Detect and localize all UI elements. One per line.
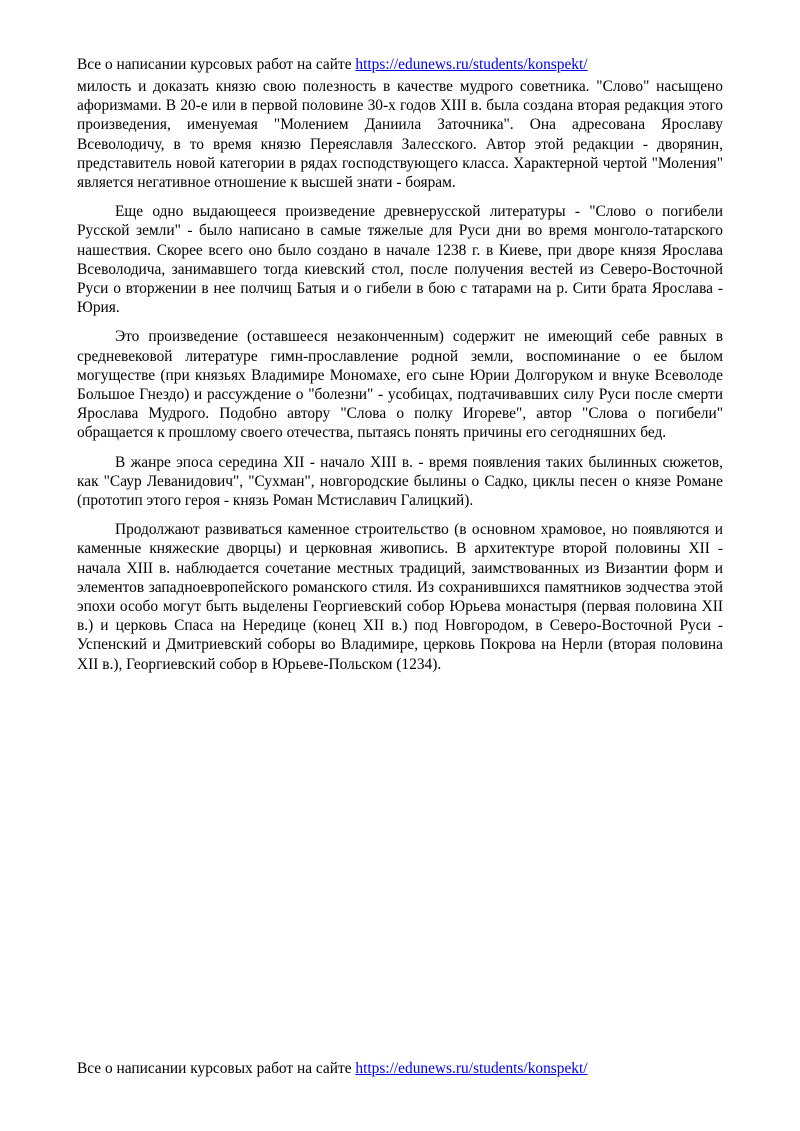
- footer-text: Все о написании курсовых работ на сайте: [77, 1060, 356, 1077]
- header-text: Все о написании курсовых работ на сайте: [77, 56, 356, 73]
- paragraph: Продолжают развиваться каменное строительство (в основном храмовое, но появляются и каменные княжеские дворцы) и церковная живопись. В архитектуре второй половины XII - начала XIII в. наблюдается сочетание местных традиций, заимствованных из Византии форм и элементов западноевропейского романского стиля. Из сохранившихся памятников зодчества этой эпохи особо могут быть выделены Георгиевский собор Юрьева монастыря (первая половина XII в.) и церковь Спаса на Нередице (конец XII в.) под Новгородом, в Северо-Восточной Руси - Успенский и Дмитриевский соборы во Владимире, церковь Покрова на Нерли (вторая половина XII в.), Георгиевский собор в Юрьеве-Польском (1234).: [77, 521, 723, 673]
- paragraph-continuation: милость и доказать князю свою полезность в качестве мудрого советника. "Слово" насыщено афоризмами. В 20-е или в первой половине 30-х годов XIII в. была создана вторая редакция этого произведения, именуемая "Молением Даниила Заточника". Она адресована Ярославу Всеволодичу, в то время князю Переяславля Залесского. Автор этой редакции - дворянин, представитель новой категории в рядах господствующего класса. Характерной чертой "Моления" является негативное отношение к высшей знати - боярам.: [77, 78, 723, 192]
- paragraph: Еще одно выдающееся произведение древнерусской литературы - "Слово о погибели Русской земли" - было написано в самые тяжелые для Руси дни во время монголо-татарского нашествия. Скорее всего оно было создано в начале 1238 г. в Киеве, при дворе князя Ярослава Всеволодича, занимавшего тогда киевский стол, после получения вестей из Северо-Восточной Руси о вторжении в нее полчищ Батыя и о гибели в бою с татарами на р. Сити брата Ярослава - Юрия.: [77, 203, 723, 317]
- paragraph: Это произведение (оставшееся незаконченным) содержит не имеющий себе равных в средневековой литературе гимн-прославление родной земли, воспоминание о ее былом могуществе (при князьях Владимире Мономахе, его сыне Юрии Долгоруком и внуке Всеволоде Большое Гнездо) и рассуждение о "болезни" - усобицах, подтачивавших силу Руси после смерти Ярослава Мудрого. Подобно автору "Слова о полку Игореве", автор "Слова о погибели" обращается к прошлому своего отечества, пытаясь понять причины его сегодняшних бед.: [77, 328, 723, 442]
- page-header: [77, 55, 727, 74]
- header-link[interactable]: https://edunews.ru/students/konspekt/: [355, 56, 588, 73]
- document-body: [77, 77, 723, 684]
- page-footer: [77, 1059, 727, 1078]
- footer-link[interactable]: https://edunews.ru/students/konspekt/: [355, 1060, 588, 1077]
- paragraph: В жанре эпоса середина XII - начало XIII в. - время появления таких былинных сюжетов, как "Саур Леванидович", "Сухман", новгородские былины о Садко, циклы песен о князе Романе (прототип этого героя - князь Роман Мстиславич Галицкий).: [77, 453, 723, 510]
